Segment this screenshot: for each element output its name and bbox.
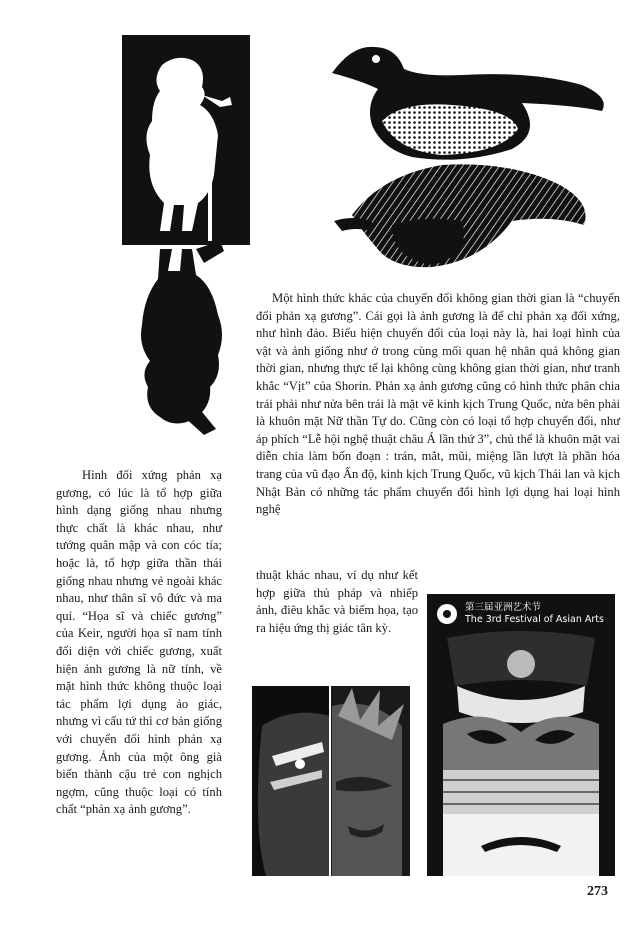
duck-woodcut-illustration <box>312 25 612 287</box>
page-number: 273 <box>587 884 608 899</box>
poster-title-english: The 3rd Festival of Asian Arts <box>465 614 604 625</box>
mirror-silhouette-illustration <box>122 35 250 445</box>
continuation-paragraph-text: thuật khác nhau, ví dụ như kết hợp giữa thủ pháp và nhiếp ảnh, điêu khắc và biếm họa, tạo ra hiệu ứng thị giác tân kỳ. <box>256 568 418 635</box>
main-paragraph-text: Một hình thức khác của chuyển đổi không gian thời gian là “chuyển đổi phản xạ gương”. Cái gọi là ảnh gương là để chỉ phản xạ đối xứng, như hình đảo. Biểu hiện chuyển đổi của loại này là, hai loại hình của vật và ảnh giống như ở trong cùng mối quan hệ nhân quả không gian thời gian, nhưng thực tế lại không cùng không gian thời gian, như tranh khắc “Vịt” của Shorin. Phản xạ ảnh gương cũng có hình thức phân chia trái phải như nửa bên trái là mặt vẽ kinh kịch Trung Quốc, nửa bên phải là khuôn mặt Nữ thần Tự do. Cũng còn có loại tổ hợp chuyển đổi, như áp phích “Lễ hội nghệ thuật châu Á lần thứ 3”, chủ thể là khuôn mặt vai diễn chia làm bốn đoạn : trán, mắt, mũi, miệng lần lượt là phần hóa trang của vũ đạo Ấn độ, kinh kịch Trung Quốc, vũ kịch Thái lan và kịch Nhật Bản có những tác phẩm chuyển đổi hình lợi dụng hai loại hình nghệ <box>256 291 620 517</box>
figure-caption <box>56 467 222 819</box>
figure-caption-text: Hình đối xứng phản xạ gương, có lúc là tổ hợp giữa hình dạng giống nhau nhưng thực chất là khác nhau, như tướng quân mập và con cóc tía; hoặc là, tổ hợp giữa thần thái giống nhau nhưng vẻ ngoài khác nhau, như thân sĩ vô đức và ma quỉ. “Họa sĩ và chiếc gương” của Keir, người họa sĩ nam tính đối diện với chiếc gương, xuất hiện ảnh gương là nữ tính, về mặt hình thức không thuộc loại tác phẩm lợi dụng ảo giác, nhưng vì cấu tứ thì cơ bản giống với chuyển đổi hình phản xạ gương. Ảnh của một ông già biến thành cậu trẻ con nghịch ngợm, cũng thuộc loại có tính chất “phản xạ ảnh gương”. <box>56 468 222 817</box>
poster-title <box>465 602 604 626</box>
continuation-paragraph <box>256 567 418 637</box>
poster-title-chinese: 第三届亚洲艺术节 <box>465 602 542 613</box>
main-paragraph <box>256 290 620 519</box>
opera-liberty-split-face-image <box>252 686 410 876</box>
asian-arts-festival-poster <box>427 594 615 876</box>
festival-logo-icon <box>437 604 457 624</box>
